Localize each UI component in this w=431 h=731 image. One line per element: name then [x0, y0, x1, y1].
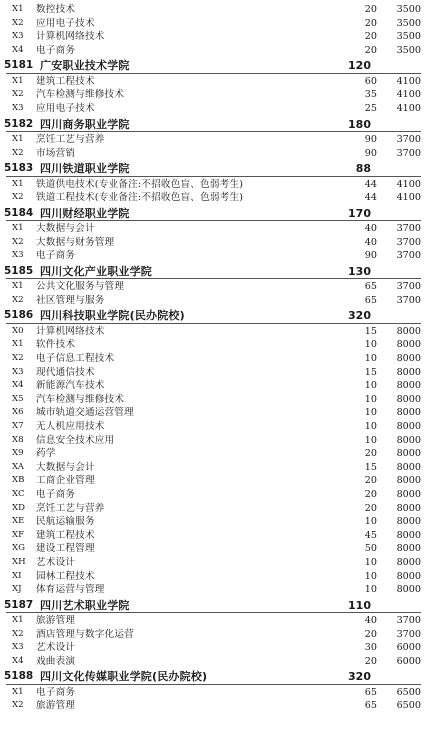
major-code: X2	[12, 353, 24, 364]
major-row	[0, 191, 431, 205]
tuition-fee: 8000	[396, 421, 421, 432]
tuition-fee: 3700	[396, 236, 421, 248]
tuition-fee: 3700	[396, 628, 421, 640]
major-code: X1	[12, 615, 24, 626]
major-code: X1	[12, 223, 24, 234]
major-row	[0, 44, 431, 58]
major-row	[0, 236, 431, 250]
major-name: 酒店管理与数字化运营	[36, 628, 134, 640]
major-code: XB	[12, 475, 25, 486]
tuition-fee: 3500	[396, 17, 421, 29]
school-code: 5183	[4, 162, 34, 175]
major-code: X6	[12, 407, 24, 418]
major-name: 电子商务	[36, 488, 76, 500]
tuition-fee: 3500	[396, 44, 421, 56]
major-code: X3	[12, 642, 24, 653]
major-name: 烹饪工艺与营养	[36, 133, 105, 145]
enrollment-count: 110	[348, 598, 371, 612]
enrollment-count: 320	[348, 309, 371, 323]
tuition-fee: 8000	[396, 488, 421, 500]
enrollment-count: 44	[364, 192, 377, 204]
major-code: X1	[12, 4, 24, 14]
major-row	[0, 474, 431, 488]
tuition-fee: 8000	[396, 461, 421, 473]
major-name: 铁道供电技术(专业备注:不招收色盲、色弱考生)	[36, 178, 244, 190]
major-code: X2	[12, 628, 24, 639]
major-code: XE	[12, 516, 25, 527]
school-row	[0, 57, 431, 74]
tuition-fee: 6500	[396, 700, 421, 712]
school-row	[0, 263, 431, 280]
major-code: X3	[12, 250, 24, 261]
major-code: XH	[12, 556, 26, 567]
enrollment-count: 170	[348, 206, 371, 220]
major-name: 汽车检测与维修技术	[36, 393, 125, 405]
tuition-fee: 8000	[396, 353, 421, 365]
tuition-fee: 4100	[396, 89, 421, 101]
tuition-fee: 8000	[396, 556, 421, 568]
major-row	[0, 178, 431, 192]
major-code: X3	[12, 31, 24, 42]
tuition-fee: 3700	[396, 615, 421, 627]
major-code: XA	[12, 461, 25, 472]
major-name: 软件技术	[36, 339, 76, 351]
major-row	[0, 222, 431, 236]
tuition-fee: 3700	[396, 147, 421, 159]
enrollment-count: 20	[364, 17, 377, 29]
enrollment-count: 35	[364, 89, 377, 101]
tuition-fee: 3700	[396, 281, 421, 293]
tuition-fee: 8000	[396, 393, 421, 405]
enrollment-count: 65	[364, 281, 377, 293]
major-name: 工商企业管理	[36, 475, 95, 487]
tuition-fee: 8000	[396, 366, 421, 378]
major-name: 体育运营与管理	[36, 584, 105, 596]
major-row	[0, 3, 431, 17]
major-name: 现代通信技术	[36, 366, 95, 378]
major-name: 城市轨道交通运营管理	[36, 407, 134, 419]
major-code: X3	[12, 366, 24, 377]
major-name: 新能源汽车技术	[36, 380, 105, 392]
major-name: 建筑工程技术	[36, 529, 95, 541]
enrollment-count: 65	[364, 700, 377, 712]
major-code: X2	[12, 89, 24, 100]
enrollment-count: 90	[364, 250, 377, 262]
major-name: 烹饪工艺与营养	[36, 502, 105, 514]
enrollment-count: 25	[364, 102, 377, 114]
major-row	[0, 30, 431, 44]
major-code: X9	[12, 448, 24, 459]
enrollment-count: 20	[364, 628, 377, 640]
tuition-fee: 6000	[396, 655, 421, 667]
major-name: 电子商务	[36, 686, 76, 698]
major-code: X1	[12, 178, 24, 189]
major-name: 艺术设计	[36, 642, 76, 654]
major-code: XJ	[12, 584, 22, 595]
major-code: X1	[12, 686, 24, 697]
tuition-fee: 8000	[396, 529, 421, 541]
major-code: X0	[12, 325, 24, 336]
major-row	[0, 447, 431, 461]
major-name: 应用电子技术	[36, 17, 95, 29]
tuition-fee: 3500	[396, 4, 421, 15]
major-row	[0, 366, 431, 380]
school-row	[0, 668, 431, 685]
major-row	[0, 338, 431, 352]
major-code: XF	[12, 529, 25, 540]
major-row	[0, 699, 431, 713]
major-row	[0, 147, 431, 161]
major-name: 市场营销	[36, 147, 76, 159]
enrollment-count: 10	[364, 434, 377, 446]
tuition-fee: 8000	[396, 434, 421, 446]
major-name: 大数据与会计	[36, 223, 95, 235]
tuition-fee: 8000	[396, 407, 421, 419]
major-name: 应用电子技术	[36, 102, 95, 114]
enrollment-count: 10	[364, 407, 377, 419]
major-name: 铁道工程技术(专业备注:不招收色盲、色弱考生)	[36, 192, 244, 204]
major-name: 数控技术	[36, 4, 76, 15]
major-code: X2	[12, 236, 24, 247]
major-name: 电子商务	[36, 44, 76, 56]
enrollment-count: 65	[364, 686, 377, 698]
major-name: 旅游管理	[36, 615, 76, 627]
major-row	[0, 583, 431, 597]
major-code: X1	[12, 75, 24, 86]
enrollment-count: 20	[364, 448, 377, 460]
major-code: X1	[12, 281, 24, 292]
enrollment-count: 10	[364, 556, 377, 568]
school-name: 四川财经职业学院	[40, 206, 130, 220]
major-name: 旅游管理	[36, 700, 76, 712]
school-code: 5188	[4, 670, 34, 683]
major-row	[0, 88, 431, 102]
major-name: 电子商务	[36, 250, 76, 262]
enrollment-count: 30	[364, 642, 377, 654]
tuition-fee: 8000	[396, 516, 421, 528]
enrollment-count: 20	[364, 4, 377, 15]
enrollment-count: 20	[364, 475, 377, 487]
major-row	[0, 17, 431, 31]
major-row	[0, 352, 431, 366]
major-code: X4	[12, 380, 24, 391]
major-row	[0, 502, 431, 516]
major-row	[0, 280, 431, 294]
major-row	[0, 102, 431, 116]
major-row	[0, 529, 431, 543]
major-row	[0, 628, 431, 642]
tuition-fee: 8000	[396, 475, 421, 487]
major-code: XG	[12, 543, 25, 554]
enrollment-count: 130	[348, 264, 371, 278]
enrollment-count: 90	[364, 133, 377, 145]
school-code: 5185	[4, 264, 34, 277]
major-code: X1	[12, 133, 24, 144]
major-name: 民航运输服务	[36, 516, 95, 528]
major-row	[0, 556, 431, 570]
tuition-fee: 3700	[396, 223, 421, 235]
major-code: X4	[12, 655, 24, 666]
major-name: 大数据与财务管理	[36, 236, 115, 248]
major-row	[0, 420, 431, 434]
enrollment-count: 20	[364, 44, 377, 56]
tuition-fee: 6500	[396, 686, 421, 698]
tuition-fee: 8000	[396, 570, 421, 582]
tuition-fee: 8000	[396, 380, 421, 392]
major-name: 社区管理与服务	[36, 294, 105, 306]
enrollment-count: 88	[355, 162, 371, 176]
major-code: X8	[12, 434, 24, 445]
enrollment-count: 10	[364, 353, 377, 365]
enrollment-count: 40	[364, 236, 377, 248]
major-row	[0, 325, 431, 339]
enrollment-count: 90	[364, 147, 377, 159]
enrollment-count: 10	[364, 516, 377, 528]
tuition-fee: 8000	[396, 339, 421, 351]
school-name: 广安职业技术学院	[40, 59, 130, 73]
major-row	[0, 641, 431, 655]
major-row	[0, 406, 431, 420]
school-row	[0, 307, 431, 324]
major-code: XD	[12, 502, 26, 513]
tuition-fee: 8000	[396, 502, 421, 514]
enrollment-count: 60	[364, 75, 377, 87]
school-code: 5182	[4, 117, 34, 130]
major-row	[0, 75, 431, 89]
school-row	[0, 160, 431, 177]
enrollment-count: 10	[364, 339, 377, 351]
major-row	[0, 655, 431, 669]
tuition-fee: 4100	[396, 75, 421, 87]
enrollment-count: 20	[364, 31, 377, 43]
major-code: X2	[12, 294, 24, 305]
enrollment-count: 180	[348, 117, 371, 131]
major-code: XC	[12, 488, 25, 499]
tuition-fee: 8000	[396, 584, 421, 596]
major-row	[0, 614, 431, 628]
school-row	[0, 116, 431, 133]
enrollment-count: 320	[348, 670, 371, 684]
enrollment-count: 40	[364, 223, 377, 235]
tuition-fee: 4100	[396, 192, 421, 204]
major-row	[0, 570, 431, 584]
major-code: X1	[12, 339, 24, 350]
tuition-fee: 3700	[396, 250, 421, 262]
enrollment-count: 50	[364, 543, 377, 555]
enrollment-count: 120	[348, 59, 371, 73]
tuition-fee: 4100	[396, 102, 421, 114]
major-row	[0, 434, 431, 448]
tuition-fee: 8000	[396, 325, 421, 337]
enrollment-count: 10	[364, 380, 377, 392]
school-row	[0, 205, 431, 222]
major-name: 公共文化服务与管理	[36, 281, 125, 293]
school-code: 5181	[4, 59, 34, 72]
major-name: 大数据与会计	[36, 461, 95, 473]
major-row	[0, 393, 431, 407]
major-row	[0, 379, 431, 393]
school-name: 四川商务职业学院	[40, 117, 130, 131]
tuition-fee: 8000	[396, 543, 421, 555]
major-name: 汽车检测与维修技术	[36, 89, 125, 101]
major-code: X2	[12, 147, 24, 158]
major-row	[0, 515, 431, 529]
enrollment-count: 10	[364, 421, 377, 432]
major-code: X7	[12, 421, 24, 431]
enrollment-count: 65	[364, 294, 377, 306]
tuition-fee: 3700	[396, 133, 421, 145]
school-code: 5187	[4, 598, 34, 611]
tuition-fee: 3500	[396, 31, 421, 43]
major-name: 无人机应用技术	[36, 421, 105, 432]
major-name: 电子信息工程技术	[36, 353, 115, 365]
major-name: 戏曲表演	[36, 655, 76, 667]
school-code: 5186	[4, 309, 34, 322]
major-name: 艺术设计	[36, 556, 76, 568]
school-name: 四川铁道职业学院	[40, 162, 130, 176]
major-row	[0, 461, 431, 475]
tuition-fee: 8000	[396, 448, 421, 460]
major-name: 园林工程技术	[36, 570, 95, 582]
enrollment-count: 15	[364, 461, 377, 473]
enrollment-count: 15	[364, 366, 377, 378]
major-row	[0, 294, 431, 308]
major-name: 信息安全技术应用	[36, 434, 115, 446]
school-name: 四川艺术职业学院	[40, 598, 130, 612]
enrollment-count: 10	[364, 584, 377, 596]
major-row	[0, 686, 431, 700]
enrollment-count: 40	[364, 615, 377, 627]
major-row	[0, 488, 431, 502]
enrollment-count: 15	[364, 325, 377, 337]
major-code: X4	[12, 44, 24, 55]
major-code: X2	[12, 192, 24, 203]
school-name: 四川科技职业学院(民办院校)	[40, 309, 185, 323]
major-code: XI	[12, 570, 22, 581]
tuition-fee: 4100	[396, 178, 421, 190]
major-code: X2	[12, 700, 24, 711]
school-row	[0, 597, 431, 614]
enrollment-count: 20	[364, 502, 377, 514]
major-name: 药学	[36, 448, 56, 460]
enrollment-count: 45	[364, 529, 377, 541]
major-row	[0, 542, 431, 556]
major-row	[0, 249, 431, 263]
school-name: 四川文化产业职业学院	[40, 264, 152, 278]
enrollment-count: 20	[364, 655, 377, 667]
major-name: 建筑工程技术	[36, 75, 95, 87]
major-code: X2	[12, 17, 24, 28]
enrollment-count: 10	[364, 570, 377, 582]
major-name: 建设工程管理	[36, 543, 95, 555]
tuition-fee: 3700	[396, 294, 421, 306]
school-name: 四川文化传媒职业学院(民办院校)	[40, 670, 208, 684]
major-name: 计算机网络技术	[36, 325, 105, 337]
major-name: 计算机网络技术	[36, 31, 105, 43]
school-code: 5184	[4, 206, 34, 219]
tuition-fee: 6000	[396, 642, 421, 654]
major-code: X5	[12, 393, 24, 404]
enrollment-count: 10	[364, 393, 377, 405]
enrollment-count: 44	[364, 178, 377, 190]
major-code: X3	[12, 102, 24, 113]
major-row	[0, 133, 431, 147]
enrollment-count: 20	[364, 488, 377, 500]
